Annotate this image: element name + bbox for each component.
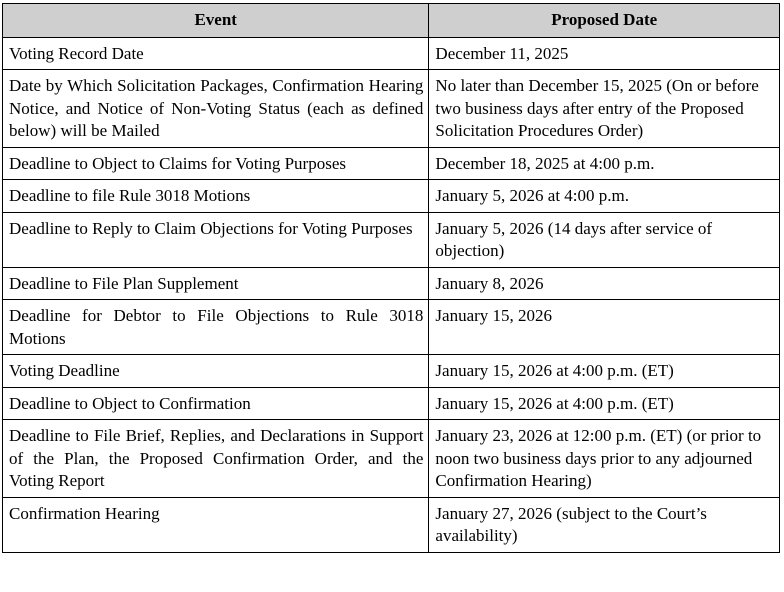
event-cell: Deadline to Object to Claims for Voting Purposes (3, 147, 429, 180)
date-cell: No later than December 15, 2025 (On or before two business days after entry of the Proposed Solicitation Procedures Order) (429, 70, 780, 148)
table-row (3, 147, 780, 180)
date-cell: January 15, 2026 at 4:00 p.m. (ET) (429, 355, 780, 388)
date-cell: January 8, 2026 (429, 267, 780, 300)
event-cell: Date by Which Solicitation Packages, Confirmation Hearing Notice, and Notice of Non-Voting Status (each as defined below) will be Mailed (3, 70, 429, 148)
event-cell: Deadline to file Rule 3018 Motions (3, 180, 429, 213)
event-cell: Confirmation Hearing (3, 497, 429, 552)
header-event: Event (3, 4, 429, 38)
event-cell: Deadline to File Plan Supplement (3, 267, 429, 300)
date-cell: December 18, 2025 at 4:00 p.m. (429, 147, 780, 180)
table-row (3, 497, 780, 552)
date-cell: January 15, 2026 (429, 300, 780, 355)
event-cell: Deadline to Object to Confirmation (3, 387, 429, 420)
event-cell: Voting Deadline (3, 355, 429, 388)
table-row (3, 70, 780, 148)
date-cell: January 27, 2026 (subject to the Court’s availability) (429, 497, 780, 552)
schedule-table (2, 3, 780, 553)
table-row (3, 212, 780, 267)
event-cell: Deadline to Reply to Claim Objections for Voting Purposes (3, 212, 429, 267)
table-row (3, 267, 780, 300)
table-row (3, 180, 780, 213)
table-row (3, 387, 780, 420)
table-row (3, 300, 780, 355)
event-cell: Voting Record Date (3, 37, 429, 70)
event-cell: Deadline for Debtor to File Objections to Rule 3018 Motions (3, 300, 429, 355)
header-proposed-date: Proposed Date (429, 4, 780, 38)
date-cell: January 5, 2026 (14 days after service of objection) (429, 212, 780, 267)
table-row (3, 37, 780, 70)
date-cell: December 11, 2025 (429, 37, 780, 70)
date-cell: January 23, 2026 at 12:00 p.m. (ET) (or prior to noon two business days prior to any adjourned Confirmation Hearing) (429, 420, 780, 498)
date-cell: January 5, 2026 at 4:00 p.m. (429, 180, 780, 213)
event-cell: Deadline to File Brief, Replies, and Declarations in Support of the Plan, the Proposed Confirmation Order, and the Voting Report (3, 420, 429, 498)
header-row (3, 4, 780, 38)
table-row (3, 420, 780, 498)
date-cell: January 15, 2026 at 4:00 p.m. (ET) (429, 387, 780, 420)
table-row (3, 355, 780, 388)
